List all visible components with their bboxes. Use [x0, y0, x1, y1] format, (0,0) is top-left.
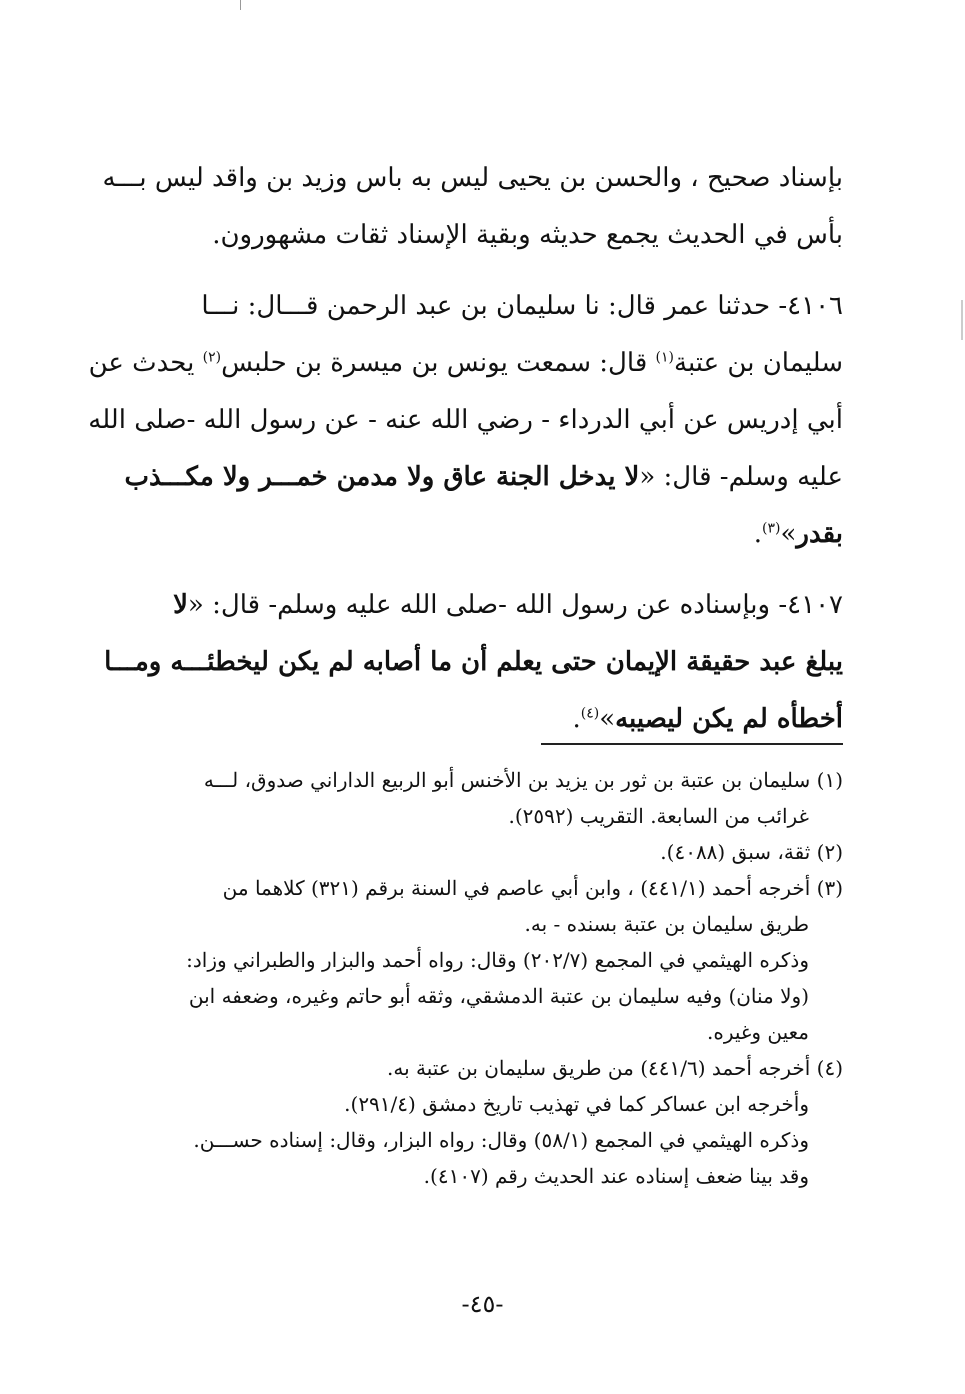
footnote-line: وأخرجه ابن عساكر كما في تهذيب تاريخ دمشق (٢٩١/٤). [344, 1092, 809, 1116]
footnote-line: وذكره الهيثمي في المجمع (٢٠٢/٧) وقال: رواه أحمد والبزار والطبراني وزاد: [186, 948, 809, 972]
footnote-ref-2: (٢) [202, 349, 222, 366]
footnote-2: (٢) ثقة، سبق (٤٠٨٨). [660, 840, 843, 864]
footnote-separator [541, 743, 843, 745]
footnote-line: وذكره الهيثمي في المجمع (٥٨/١) وقال: رواه البزار، وقال: إسناده حســـن. [193, 1128, 809, 1152]
footnote-ref-3: (٣) [762, 520, 781, 537]
text-line: بإسناد صحيح ، والحسن بن يحيى ليس به باس وزيد بن واقد ليس بـــه [102, 163, 843, 193]
text-line: سليمان بن عتبة$^{(١)}$ قال: سمعت يونس بن ميسرة بن حلبس$^{(٢)}$ يحدث عن [88, 348, 843, 378]
footnote-4: (٤) أخرجه أحمد (٤٤١/٦) من طريق سليمان بن عتبة به. [387, 1056, 843, 1080]
text-line: أخطأه لم يكن ليصيبه»$^{(٤)}$. [572, 704, 843, 734]
text-line: أبي إدريس عن أبي الدرداء - رضي الله عنه - عن رسول الله -صلى الله [88, 405, 843, 435]
footnote-ref-4: (٤) [580, 705, 600, 722]
hadith-matn: يبلغ عبد حقيقة الإيمان حتى يعلم أن ما أصابه لم يكن ليخطئـــه ومـــا [104, 647, 843, 677]
footnote-line: غرائب من السابعة. التقريب (٢٥٩٢). [508, 804, 809, 828]
footnote-line: وقد بينا ضعف إسناده عند الحديث رقم (٤١٠٧). [423, 1164, 809, 1188]
scan-edge [961, 300, 963, 340]
hadith-4107-line: ٤١٠٧- وبإسناده عن رسول الله -صلى الله عليه وسلم- قال: «لا [173, 590, 843, 620]
footnote-line: (ولا منان) وفيه سليمان بن عتبة الدمشقي، وثقه أبو حاتم وغيره، وضعفه ابن [188, 984, 809, 1008]
hadith-matn: لا يدخل الجنة عاق ولا مدمن خمـــر ولا مكـــذب [124, 462, 640, 492]
footnote-1: (١) سليمان بن عتبة بن ثور بن يزيد بن الأخنس أبو الربيع الداراني صدوق، لـــه [203, 768, 843, 792]
main-text [88, 150, 843, 748]
hadith-4106-line: ٤١٠٦- حدثنا عمر قال: نا سليمان بن عبد الرحمن قـــال: نـــا [201, 291, 843, 321]
footnote-line: معين وغيره. [706, 1020, 809, 1044]
text-line: بأس في الحديث يجمع حديثه وبقية الإسناد ثقات مشهورون. [212, 220, 843, 250]
text-line: بقدر»$^{(٣)}$. [753, 519, 843, 549]
text-line: عليه وسلم- قال: «لا يدخل الجنة عاق ولا مدمن خمـــر ولا مكـــذب [124, 462, 843, 492]
footnotes [125, 762, 843, 1194]
footnote-ref-1: (١) [655, 349, 674, 366]
footnote-3: (٣) أخرجه أحمد (٤٤١/١) ، وابن أبي عاصم في السنة برقم (٣٢١) كلاهما من [222, 876, 843, 900]
footnote-line: طريق سليمان بن عتبة بسنده - به. [524, 912, 809, 936]
scan-mark [240, 0, 241, 10]
page-number: -٤٥- [461, 1290, 504, 1318]
